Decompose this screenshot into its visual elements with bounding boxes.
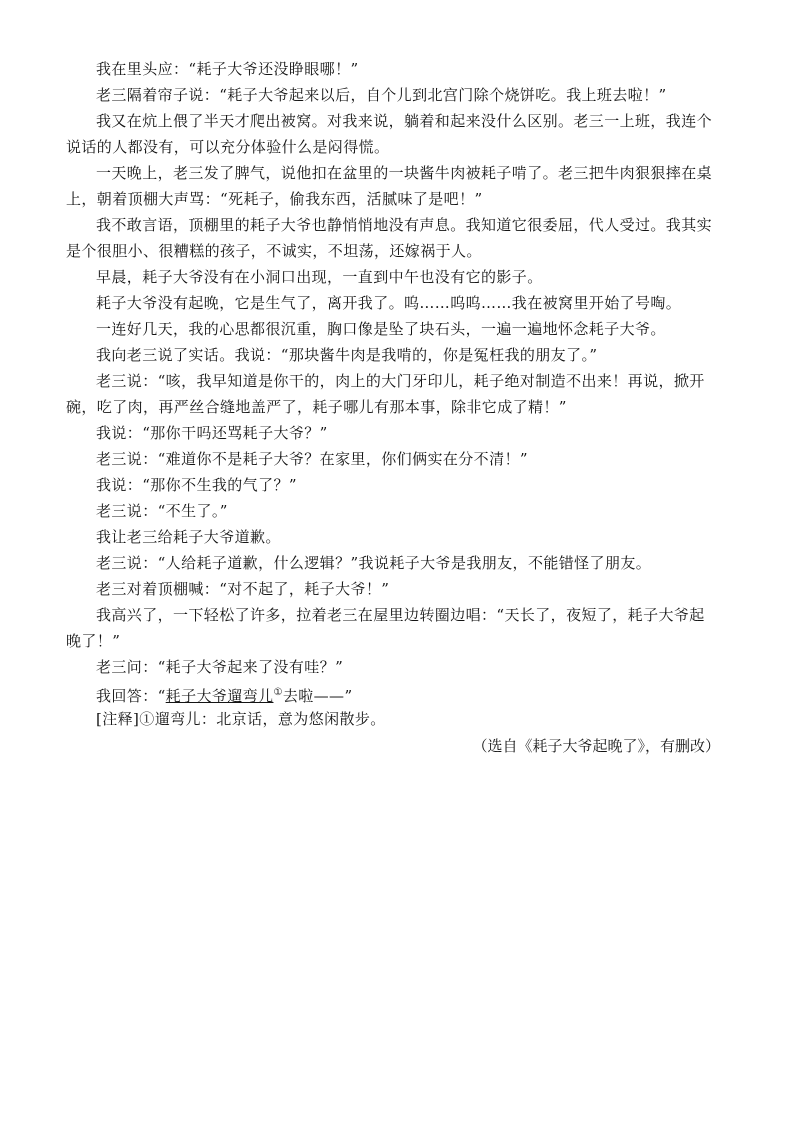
last-line-underlined: 耗子大爷遛弯儿: [165, 687, 274, 705]
passage-paragraph: 我高兴了，一下轻松了许多，拉着老三在屋里边转圈边唱：“天长了，夜短了，耗子大爷起晚了！”: [66, 606, 705, 650]
passage-paragraph: 耗子大爷没有起晚，它是生气了，离开我了。呜……呜呜……我在被窝里开始了号啕。: [96, 294, 682, 312]
source-note: （选自《耗子大爷起晚了》，有删改）: [472, 737, 720, 755]
passage-paragraph: 一天晚上，老三发了脾气，说他扣在盆里的一块酱牛肉被耗子啃了。老三把牛肉狠狠摔在桌上，朝着顶棚大声骂：“死耗子，偷我东西，活腻味了是吧！”: [66, 164, 713, 208]
last-line-prefix: 我回答：“: [96, 687, 166, 705]
passage-paragraph: 我又在炕上偎了半天才爬出被窝。对我来说，躺着和起来没什么区别。老三一上班，我连个说话的人都没有，可以充分体验什么是闷得慌。: [66, 112, 713, 156]
passage-paragraph: 我让老三给耗子大爷道歉。: [96, 528, 281, 546]
passage-paragraph: 老三说：“不生了。”: [96, 502, 228, 520]
passage-paragraph: 老三隔着帘子说：“耗子大爷起来以后，自个儿到北宫门除个烧饼吃。我上班去啦！”: [96, 86, 667, 104]
note-mark: ①: [273, 687, 283, 698]
passage-paragraph: 我说：“那你干吗还骂耗子大爷？”: [96, 424, 328, 442]
passage-paragraph: 我在里头应：“耗子大爷还没睁眼哪！”: [96, 60, 359, 78]
passage-paragraph: 我向老三说了实话。我说：“那块酱牛肉是我啃的，你是冤枉我的朋友了。”: [96, 346, 598, 364]
passage-paragraph: 老三说：“人给耗子道歉，什么逻辑？”我说耗子大爷是我朋友，不能错怪了朋友。: [96, 554, 652, 572]
passage-paragraph: 老三说：“难道你不是耗子大爷？在家里，你们俩实在分不清！”: [96, 450, 528, 468]
passage-paragraph: 早晨，耗子大爷没有在小洞口出现，一直到中午也没有它的影子。: [96, 268, 543, 286]
passage-paragraph: 我不敢言语，顶棚里的耗子大爷也静悄悄地没有声息。我知道它很委屈，代人受过。我其实是个很胆小、很糟糕的孩子，不诚实，不坦荡，还嫁祸于人。: [66, 216, 713, 260]
passage-paragraph: 我说：“那你不生我的气了？”: [96, 476, 297, 494]
passage-paragraph: 老三对着顶棚喊：“对不起了，耗子大爷！”: [96, 580, 390, 598]
annotation: [注释]①遛弯儿：北京话，意为悠闲散步。: [96, 710, 386, 728]
passage-paragraph: 老三问：“耗子大爷起来了没有哇？”: [96, 658, 344, 676]
passage-paragraph: 老三说：“咳，我早知道是你干的，肉上的大门牙印儿，耗子绝对制造不出来！再说，掀开碗，吃了肉，再严丝合缝地盖严了，耗子哪儿有那本事，除非它成了精！”: [66, 372, 705, 416]
last-line-suffix: 去啦——”: [282, 687, 353, 705]
passage-last-line: [66, 680, 716, 709]
passage-paragraph: 一连好几天，我的心思都很沉重，胸口像是坠了块石头，一遍一遍地怀念耗子大爷。: [96, 320, 666, 338]
